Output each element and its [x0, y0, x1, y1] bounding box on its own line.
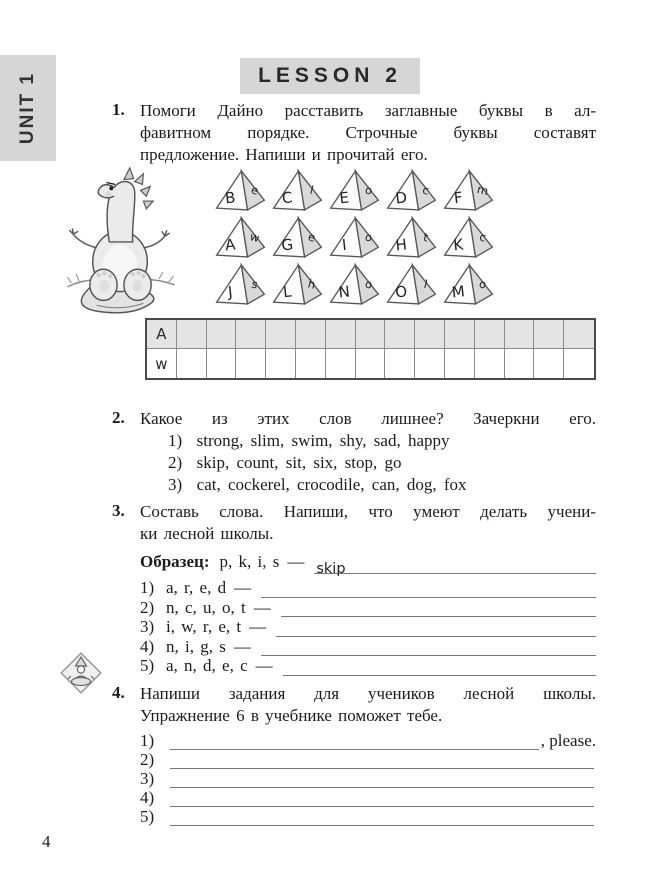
answer-line[interactable]: [261, 638, 596, 656]
exercise-4: [112, 683, 596, 826]
svg-text:h: h: [306, 276, 317, 292]
lesson-header: [240, 58, 420, 94]
exercise-4-number: 4.: [112, 682, 125, 702]
svg-text:E: E: [338, 188, 350, 208]
svg-text:e: e: [249, 182, 260, 198]
exercise-3: [112, 501, 596, 676]
svg-text:I: I: [341, 235, 348, 255]
svg-text:m: m: [475, 182, 490, 199]
pyramid-Js: [214, 262, 267, 307]
answer-cell[interactable]: [177, 320, 207, 349]
svg-text:D: D: [394, 188, 408, 208]
answer-cell[interactable]: [207, 349, 237, 378]
word-list-item: 2) skip, count, sit, six, stop, go: [168, 453, 402, 472]
answer-cell[interactable]: [266, 349, 296, 378]
answer-cell[interactable]: [207, 320, 237, 349]
answer-line[interactable]: [170, 772, 594, 788]
answer-cell[interactable]: [534, 320, 564, 349]
figure-row: [112, 168, 596, 310]
svg-text:L: L: [282, 282, 293, 302]
svg-text:c: c: [420, 182, 431, 198]
pyramid-Aw: [214, 215, 267, 260]
svg-text:o: o: [363, 229, 374, 245]
answer-line[interactable]: [283, 658, 596, 676]
answer-cell-given: A: [147, 320, 177, 349]
answer-cell[interactable]: [236, 320, 266, 349]
answer-cell[interactable]: [177, 349, 207, 378]
answer-cell[interactable]: [445, 349, 475, 378]
answer-table: [145, 318, 596, 380]
pyramid-Io: [328, 215, 381, 260]
answer-cell[interactable]: [296, 320, 326, 349]
sample-answer-line: [314, 556, 596, 577]
make-word-item: 2) n, c, u, o, t —: [140, 598, 596, 618]
answer-cell[interactable]: [415, 349, 445, 378]
answer-cell[interactable]: [356, 320, 386, 349]
exercise-4-heading: Упражнение 6 в учебнике поможет тебе.: [140, 705, 443, 725]
svg-text:o: o: [363, 182, 374, 198]
page-number: 4: [42, 832, 51, 851]
answer-cell[interactable]: [505, 320, 535, 349]
exercise-1: [112, 100, 596, 166]
svg-text:M: M: [450, 282, 466, 302]
svg-text:K: K: [452, 235, 465, 255]
pyramid-row-3: [214, 262, 496, 307]
answer-line[interactable]: [170, 734, 539, 750]
svg-text:w: w: [248, 229, 261, 246]
exercise-1-text: [140, 100, 596, 166]
pyramid-No: [328, 262, 381, 307]
pyramid-Ol: [385, 262, 438, 307]
pyramid-row-1: [214, 168, 496, 213]
exercise-2-items: [168, 430, 596, 496]
gnome-icon: [58, 650, 104, 696]
pyramid-Ht: [385, 215, 438, 260]
svg-text:l: l: [422, 276, 429, 292]
pyramid-Lh: [271, 262, 324, 307]
answer-cell[interactable]: [445, 320, 475, 349]
svg-text:C: C: [281, 188, 294, 208]
svg-text:H: H: [394, 235, 408, 255]
dino-illustration: [57, 164, 185, 316]
lesson-title: LESSON 2: [258, 64, 402, 87]
svg-text:o: o: [363, 276, 374, 292]
answer-cell[interactable]: [505, 349, 535, 378]
pyramid-Ge: [271, 215, 324, 260]
answer-cell[interactable]: [475, 349, 505, 378]
task-line-item: 4): [140, 788, 596, 807]
exercise-4-heading: Напиши задания для учеников лесной школы.: [140, 683, 596, 703]
pyramid-row-2: [214, 215, 496, 260]
answer-cell[interactable]: [236, 349, 266, 378]
answer-line[interactable]: [276, 619, 596, 637]
exercise-3-heading: Составь слова. Напиши, что умеют делать учени-: [140, 502, 596, 521]
answer-cell[interactable]: [385, 349, 415, 378]
exercise-2-number: 2.: [112, 408, 125, 427]
exercise-3-items: [140, 578, 596, 676]
unit-tab: [0, 55, 56, 161]
exercise-1-line: Помоги Дайно расставить заглавные буквы в ал-: [140, 101, 596, 120]
word-list-item: 1) strong, slim, swim, shy, sad, happy: [168, 431, 450, 450]
make-word-item: 5) a, n, d, e, c —: [140, 656, 596, 676]
answer-line[interactable]: [170, 791, 594, 807]
unit-label: UNIT 1: [17, 71, 38, 145]
svg-text:J: J: [227, 282, 234, 302]
answer-line[interactable]: [170, 753, 594, 769]
sample-answer: skip: [316, 561, 346, 577]
svg-text:F: F: [453, 188, 464, 208]
svg-text:A: A: [224, 235, 237, 255]
task-line-item: 3): [140, 769, 596, 788]
exercise-1-line: предложение. Напиши и прочитай его.: [140, 145, 428, 164]
sample-label: Образец:: [140, 552, 210, 571]
pyramid-Eo: [328, 168, 381, 213]
svg-text:c: c: [477, 229, 488, 245]
task-line-item: 2): [140, 750, 596, 769]
answer-cell[interactable]: [266, 320, 296, 349]
exercise-2-heading: Какое из этих слов лишнее? Зачеркни его.: [140, 409, 596, 428]
answer-cell[interactable]: [296, 349, 326, 378]
pyramid-Cl: [271, 168, 324, 213]
make-word-item: 1) a, r, e, d —: [140, 578, 596, 598]
answer-cell[interactable]: [385, 320, 415, 349]
task-line-item: 5): [140, 807, 596, 826]
answer-cell[interactable]: [564, 349, 594, 378]
answer-cell[interactable]: [326, 349, 356, 378]
svg-text:t: t: [421, 229, 430, 245]
answer-cell[interactable]: [356, 349, 386, 378]
answer-cell[interactable]: [564, 320, 594, 349]
answer-line[interactable]: [281, 599, 596, 617]
answer-cell-given: w: [147, 349, 177, 378]
pyramid-Dc: [385, 168, 438, 213]
svg-text:G: G: [280, 235, 294, 255]
pyramid-Fm: [442, 168, 495, 213]
task-line-item: 1) , please.: [140, 730, 596, 750]
answer-cell[interactable]: [415, 320, 445, 349]
make-word-item: 4) n, i, g, s —: [140, 637, 596, 657]
exercise-3-number: 3.: [112, 501, 125, 520]
dash: —: [287, 552, 305, 571]
word-list-item: 3) cat, cockerel, crocodile, can, dog, fox: [168, 475, 467, 494]
answer-cell[interactable]: [475, 320, 505, 349]
svg-text:B: B: [224, 188, 237, 208]
make-word-item: 3) i, w, r, e, t —: [140, 617, 596, 637]
exercise-2: [112, 408, 596, 496]
svg-text:o: o: [477, 276, 488, 292]
svg-text:e: e: [306, 229, 317, 245]
exercise-1-number: 1.: [112, 100, 125, 119]
page-content: [112, 100, 596, 826]
answer-line[interactable]: [170, 810, 594, 826]
exercise-1-line: фавитном порядке. Строчные буквы составят: [140, 123, 596, 142]
sample-letters: p, k, i, s: [219, 552, 280, 571]
svg-text:s: s: [250, 276, 260, 292]
svg-text:N: N: [337, 282, 351, 302]
answer-line[interactable]: [261, 580, 596, 598]
svg-text:O: O: [394, 282, 409, 302]
pyramid-Kc: [442, 215, 495, 260]
answer-cell[interactable]: [534, 349, 564, 378]
exercise-4-items: [140, 731, 596, 826]
exercise-3-heading: ки лесной школы.: [140, 524, 274, 543]
pyramid-Mo: [442, 262, 495, 307]
sample-row: [140, 550, 596, 577]
pyramid-grid: [214, 168, 496, 307]
pyramid-Be: [214, 168, 267, 213]
answer-cell[interactable]: [326, 320, 356, 349]
svg-text:l: l: [308, 182, 315, 198]
